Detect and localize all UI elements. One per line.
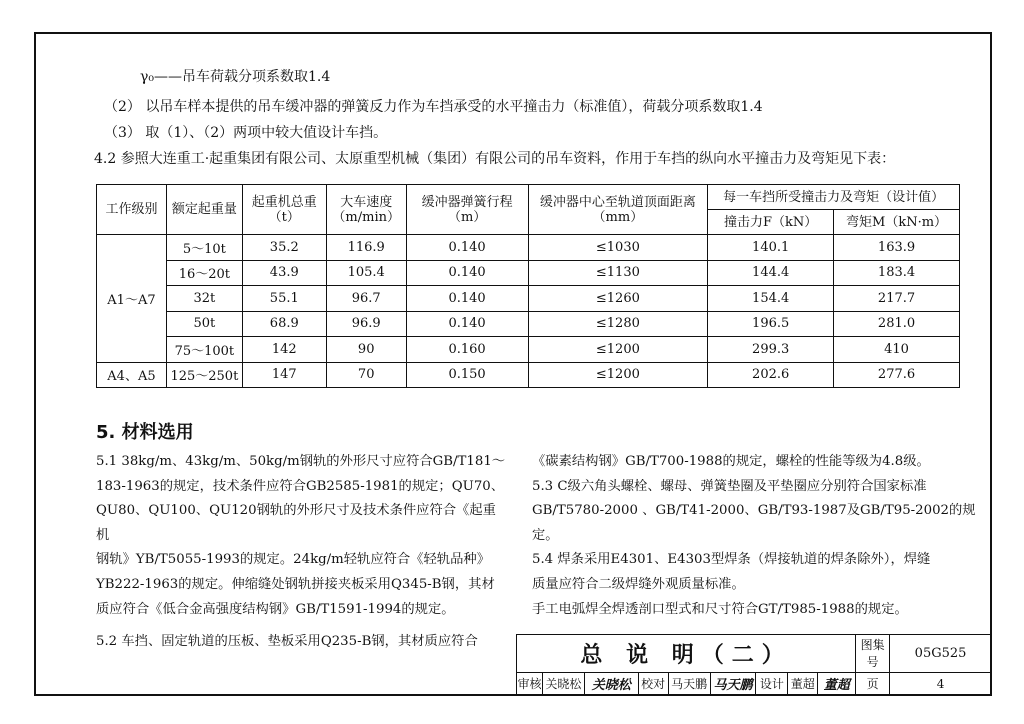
table-row — [97, 235, 960, 261]
check-name: 马天鹏 — [668, 672, 710, 695]
intro-line-2: （2） 以吊车样本提供的吊车缓冲器的弹簧反力作为车挡承受的水平撞击力（标准值），荷载分项系数取1.4 — [104, 99, 763, 115]
design-label: 设计 — [756, 672, 788, 695]
header-work-level: 工作级别 — [97, 185, 167, 235]
section-5-heading: 5. 材料选用 — [96, 422, 194, 443]
table-row — [97, 362, 960, 388]
left-col-line: 质应符合《低合金高强度结构钢》GB/T1591-1994的规定。 — [96, 601, 455, 617]
cell-speed: 105.4 — [326, 260, 406, 286]
cell-load: 125～250t — [166, 362, 242, 388]
cell-speed: 96.7 — [326, 286, 406, 312]
right-col-line: 5.4 焊条采用E4301、E4303型焊条（焊接轨道的焊条除外），焊缝 — [532, 552, 931, 568]
cell-height: ≤1260 — [528, 286, 708, 312]
cell-force: 154.4 — [708, 286, 834, 312]
header-moment: 弯矩M（kN·m） — [834, 210, 960, 235]
cell-weight: 142 — [242, 337, 326, 363]
impact-force-table — [96, 184, 960, 388]
cell-force: 202.6 — [708, 362, 834, 388]
cell-weight: 68.9 — [242, 311, 326, 337]
cell-height: ≤1030 — [528, 235, 708, 261]
page-number: 4 — [890, 672, 992, 695]
design-signature-text: 董超 — [823, 678, 850, 694]
table-row — [97, 337, 960, 363]
cell-force: 299.3 — [708, 337, 834, 363]
cell-speed: 96.9 — [326, 311, 406, 337]
review-name: 关晓松 — [542, 672, 584, 695]
design-signature — [818, 672, 856, 695]
sheet-title: 总 说 明（二） — [517, 635, 856, 673]
cell-height: ≤1280 — [528, 311, 708, 337]
cell-force: 140.1 — [708, 235, 834, 261]
cell-moment: 163.9 — [834, 235, 960, 261]
review-signature-text: 关晓松 — [591, 678, 631, 694]
header-buffer-height: 缓冲器中心至轨道顶面距离（mm） — [528, 185, 708, 235]
right-col-line: 质量应符合二级焊缝外观质量标准。 — [532, 576, 745, 592]
cell-weight: 55.1 — [242, 286, 326, 312]
check-label: 校对 — [638, 672, 668, 695]
left-col-line: 5.2 车挡、固定轨道的压板、垫板采用Q235-B钢，其材质应符合 — [96, 634, 478, 650]
cell-stroke: 0.140 — [406, 235, 528, 261]
cell-load: 50t — [166, 311, 242, 337]
cell-height: ≤1200 — [528, 337, 708, 363]
right-col-line: 5.3 C级六角头螺栓、螺母、弹簧垫圈及平垫圈应分别符合国家标准 — [532, 478, 927, 494]
intro-line-gamma: γ₀——吊车荷载分项系数取1.4 — [140, 69, 331, 85]
header-buffer-stroke: 缓冲器弹簧行程（m） — [406, 185, 528, 235]
atlas-label: 图集号 — [856, 635, 890, 673]
cell-stroke: 0.140 — [406, 286, 528, 312]
right-col-line: 《碳素结构钢》GB/T700-1988的规定，螺栓的性能等级为4.8级。 — [532, 454, 930, 469]
cell-stroke: 0.160 — [406, 337, 528, 363]
cell-moment: 217.7 — [834, 286, 960, 312]
cell-force: 196.5 — [708, 311, 834, 337]
header-total-weight: 起重机总重（t） — [242, 185, 326, 235]
cell-load: 5～10t — [166, 235, 242, 261]
cell-work-level: A4、A5 — [97, 362, 167, 388]
cell-work-level: A1～A7 — [97, 235, 167, 363]
cell-speed: 116.9 — [326, 235, 406, 261]
review-signature — [584, 672, 638, 695]
cell-force: 144.4 — [708, 260, 834, 286]
header-rated-load: 额定起重量 — [166, 185, 242, 235]
cell-speed: 70 — [326, 362, 406, 388]
cell-stroke: 0.140 — [406, 311, 528, 337]
right-col-line: GB/T5780-2000 、GB/T41-2000、GB/T93-1987及GB/T95-2002的规定。 — [532, 503, 976, 543]
section-4-2-text: 4.2 参照大连重工·起重集团有限公司、太原重型机械（集团）有限公司的吊车资料，作用于车挡的纵向水平撞击力及弯矩见下表： — [94, 151, 896, 167]
cell-load: 16～20t — [166, 260, 242, 286]
left-col-line: 183-1963的规定，技术条件应符合GB2585-1981的规定；QU70、 — [96, 478, 505, 494]
cell-moment: 277.6 — [834, 362, 960, 388]
atlas-number: 05G525 — [890, 635, 992, 673]
cell-moment: 410 — [834, 337, 960, 363]
left-col-line: YB222-1963的规定。伸缩缝处钢轨拼接夹板采用Q345-B钢，其材 — [96, 576, 495, 592]
check-signature — [710, 672, 756, 695]
check-signature-text: 马天鹏 — [713, 678, 753, 694]
cell-height: ≤1200 — [528, 362, 708, 388]
cell-weight: 43.9 — [242, 260, 326, 286]
cell-load: 75～100t — [166, 337, 242, 363]
cell-height: ≤1130 — [528, 260, 708, 286]
page-label: 页 — [856, 672, 890, 695]
left-col-line: 钢轨》YB/T5055-1993的规定。24kg/m轻轨应符合《轻轨品种》 — [96, 552, 490, 568]
right-col-line: 手工电弧焊全焊透剖口型式和尺寸符合GT/T985-1988的规定。 — [532, 601, 908, 617]
materials-left-column — [96, 450, 508, 655]
design-name: 董超 — [788, 672, 818, 695]
cell-load: 32t — [166, 286, 242, 312]
cell-speed: 90 — [326, 337, 406, 363]
table-row — [97, 260, 960, 286]
review-label: 审核 — [517, 672, 543, 695]
cell-stroke: 0.140 — [406, 260, 528, 286]
table-row — [97, 311, 960, 337]
left-col-line: QU80、QU100、QU120钢轨的外形尺寸及技术条件应符合《起重机 — [96, 503, 496, 543]
cell-moment: 281.0 — [834, 311, 960, 337]
title-block — [516, 634, 992, 696]
cell-weight: 147 — [242, 362, 326, 388]
materials-right-column — [532, 450, 982, 622]
cell-stroke: 0.150 — [406, 362, 528, 388]
header-force: 撞击力F（kN） — [708, 210, 834, 235]
intro-line-3: （3） 取（1）、（2）两项中较大值设计车挡。 — [104, 125, 388, 141]
header-speed: 大车速度（m/min） — [326, 185, 406, 235]
cell-moment: 183.4 — [834, 260, 960, 286]
header-force-moment-group: 每一车挡所受撞击力及弯矩（设计值） — [708, 185, 960, 210]
cell-weight: 35.2 — [242, 235, 326, 261]
left-col-line: 5.1 38kg/m、43kg/m、50kg/m钢轨的外形尺寸应符合GB/T181～ — [96, 454, 506, 469]
table-row — [97, 286, 960, 312]
